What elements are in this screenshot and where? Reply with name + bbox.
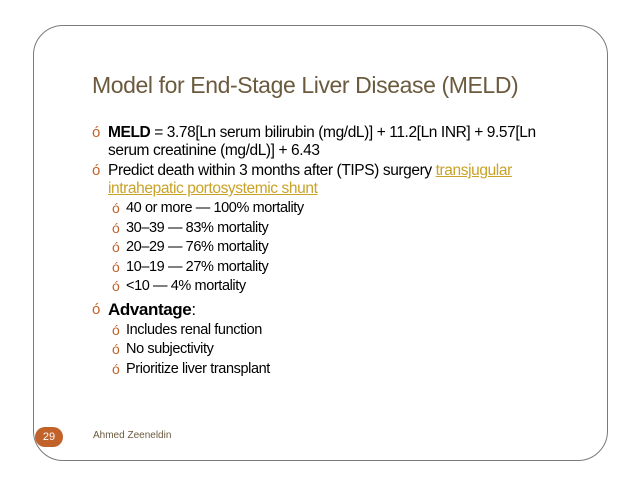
- bullet-icon: ó: [92, 124, 101, 141]
- slide-content: [92, 124, 572, 378]
- advantage-text: Includes renal function: [126, 321, 262, 338]
- mortality-text: 10–19 — 27% mortality: [126, 258, 269, 275]
- bullet-meld: [92, 124, 572, 160]
- bullet-icon: ó: [92, 300, 101, 318]
- bullet-icon: ó: [112, 219, 120, 236]
- bullet-icon: ó: [112, 278, 120, 294]
- bullet-icon: ó: [112, 258, 120, 275]
- mortality-text: 20–29 — 76% mortality: [126, 239, 269, 255]
- bullet-icon: ó: [112, 321, 120, 338]
- bullet-icon: ó: [112, 360, 120, 377]
- mortality-item: [112, 239, 572, 257]
- mortality-item: [112, 259, 572, 277]
- bullet-predict: [92, 162, 572, 198]
- slide-title: Model for End-Stage Liver Disease (MELD): [92, 72, 519, 98]
- advantage-colon: :: [191, 299, 196, 319]
- bullet-icon: ó: [92, 162, 101, 179]
- advantage-heading: [108, 300, 572, 320]
- author-footer: Ahmed Zeeneldin: [93, 430, 172, 441]
- predict-description: Predict death within 3 months after (TIPS) surgery: [108, 162, 436, 179]
- bullet-icon: ó: [112, 341, 120, 357]
- page-number-badge: 29: [35, 427, 63, 447]
- advantage-text: Prioritize liver transplant: [126, 360, 270, 377]
- meld-formula: = 3.78[Ln serum bilirubin (mg/dL)] + 11.2[Ln INR] + 9.57[Ln serum creatinine (mg/dL)] + 6.43: [108, 124, 536, 159]
- advantage-item: [112, 361, 572, 379]
- mortality-text: <10 — 4% mortality: [126, 278, 246, 294]
- mortality-list: [92, 200, 572, 296]
- bullet-icon: ó: [112, 239, 120, 255]
- advantage-item: [112, 341, 572, 359]
- bullet-icon: ó: [112, 200, 120, 216]
- meld-text: [108, 124, 572, 160]
- advantage-label: Advantage: [108, 299, 192, 319]
- tips-link[interactable]: transjugular intrahepatic portosystemic shunt: [108, 162, 512, 197]
- predict-text: [108, 162, 572, 198]
- mortality-text: 30–39 — 83% mortality: [126, 219, 269, 236]
- mortality-item: [112, 278, 572, 296]
- advantage-text: No subjectivity: [126, 341, 214, 357]
- meld-label: MELD: [108, 124, 151, 141]
- advantage-list: [92, 322, 572, 379]
- bullet-advantage: [92, 300, 572, 320]
- mortality-text: 40 or more — 100% mortality: [126, 200, 304, 216]
- mortality-item: [112, 220, 572, 238]
- mortality-item: [112, 200, 572, 218]
- advantage-item: [112, 322, 572, 340]
